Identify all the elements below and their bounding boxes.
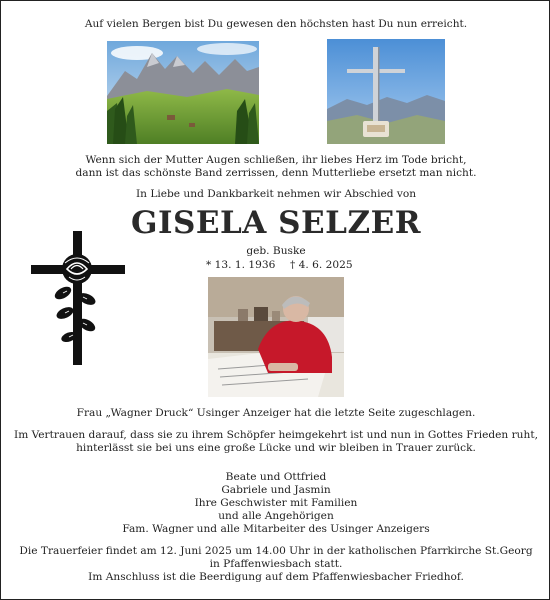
mourner-3: Ihre Geschwister mit Familien	[194, 497, 358, 509]
farewell-intro: In Liebe und Dankbarkeit nehmen wir Abschied von	[135, 188, 417, 200]
mountain-photo	[107, 41, 259, 144]
mourner-2: Gabriele und Jasmin	[221, 484, 331, 496]
closing-page-text: Frau „Wagner Druck“ Usinger Anzeiger hat die letzte Seite zugeschlagen.	[76, 407, 476, 419]
cross-with-rose-icon	[29, 229, 129, 367]
funeral-line-3: Im Anschluss ist die Beerdigung auf dem Pfaffenwiesbacher Friedhof.	[88, 571, 464, 583]
verse-mother-line-2: dann ist das schönste Band zerrissen, denn Mutterliebe ersetzt man nicht.	[75, 167, 477, 179]
funeral-line-1: Die Trauerfeier findet am 12. Juni 2025 um 14.00 Uhr in der katholischen Pfarrkirche St.Georg	[19, 545, 533, 557]
mourner-5: Fam. Wagner und alle Mitarbeiter des Usinger Anzeigers	[122, 523, 430, 535]
deceased-name: GISELA SELZER	[131, 205, 421, 241]
birth-name: geb. Buske	[246, 245, 306, 257]
summit-cross-photo	[327, 39, 445, 144]
mourner-4: und alle Angehörigen	[218, 510, 334, 522]
funeral-line-2: in Pfaffenwiesbach statt.	[209, 558, 343, 570]
faith-text-line-1: Im Vertrauen darauf, dass sie zu ihrem Schöpfer heimgekehrt ist und nun in Gottes Frieden ruht,	[14, 429, 538, 441]
death-date: † 4. 6. 2025	[290, 259, 353, 271]
mourner-1: Beate und Ottfried	[225, 471, 327, 483]
verse-top: Auf vielen Bergen bist Du gewesen den höchsten hast Du nun erreicht.	[84, 18, 468, 30]
verse-mother-line-1: Wenn sich der Mutter Augen schließen, ihr liebes Herz im Tode bricht,	[85, 154, 467, 166]
birth-date: * 13. 1. 1936	[206, 259, 276, 271]
faith-text-line-2: hinterlässt sie bei uns eine große Lücke und wir bleiben in Trauer zurück.	[76, 442, 476, 454]
portrait-photo	[208, 277, 344, 397]
